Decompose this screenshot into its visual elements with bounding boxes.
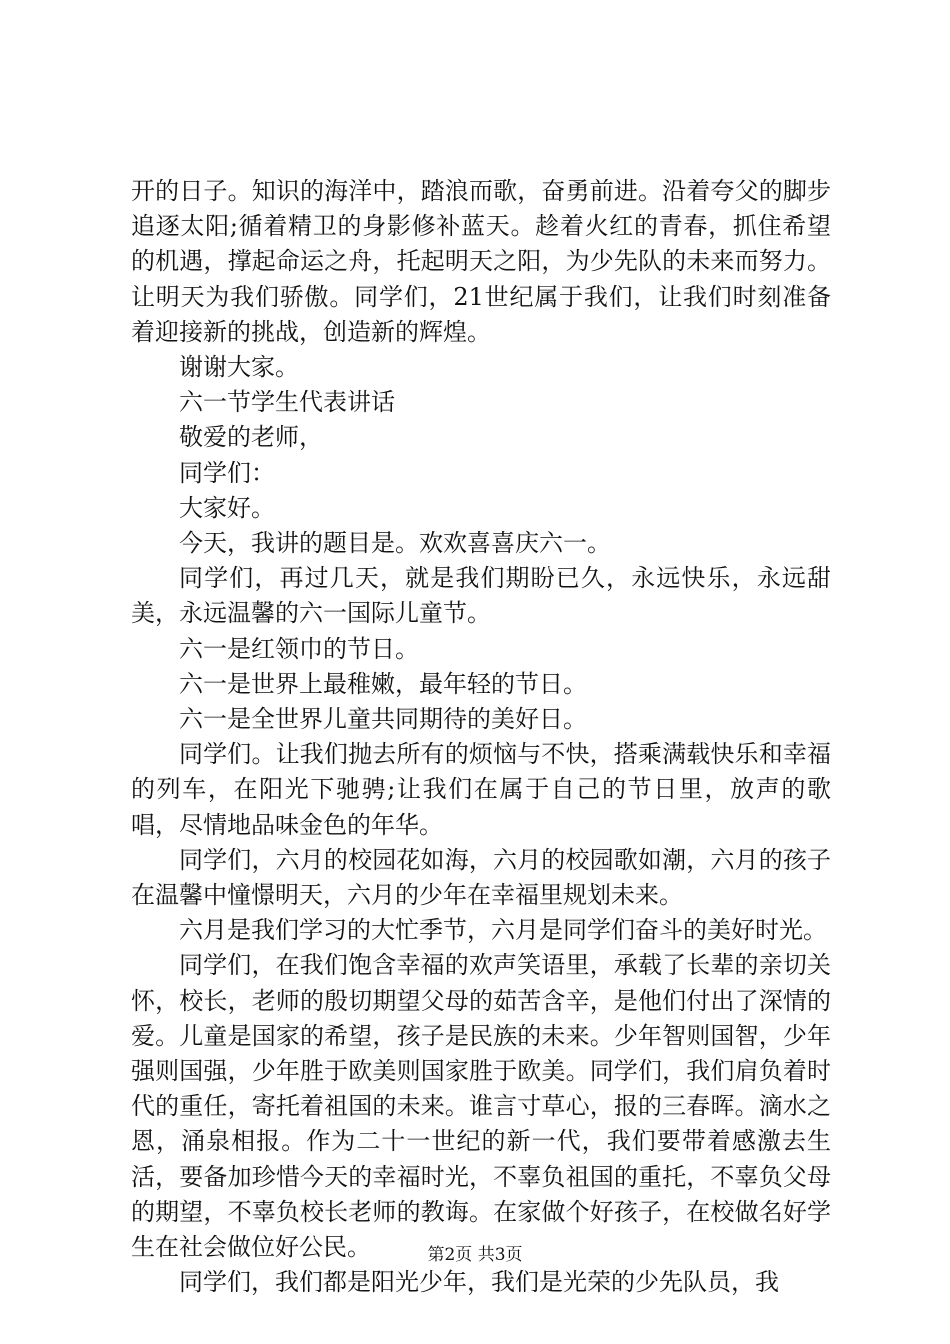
paragraph: 六月是我们学习的大忙季节，六月是同学们奋斗的美好时光。 bbox=[179, 916, 827, 945]
salutation: 敬爱的老师， bbox=[179, 423, 323, 452]
paragraph: 六一是红领巾的节日。 bbox=[179, 634, 419, 663]
paragraph: 开的日子。知识的海洋中，踏浪而歌，奋勇前进。沿着夸父的脚步追逐太阳;循着精卫的身影修补蓝天。趁着火红的青春，抓住希望的机遇，撑起命运之舟，托起明天之阳，为少先队的未来而努力。让明天为我们骄傲。同学们，21世纪属于我们，让我们时刻准备着迎接新的挑战，创造新的辉煌。 bbox=[131, 177, 831, 346]
document-body bbox=[131, 174, 831, 1301]
greeting: 大家好。 bbox=[179, 493, 275, 522]
paragraph: 谢谢大家。 bbox=[179, 353, 299, 382]
paragraph: 今天，我讲的题目是。欢欢喜喜庆六一。 bbox=[179, 529, 611, 558]
page-number-footer: 第2页 共3页 bbox=[427, 1245, 523, 1265]
paragraph: 同学们，在我们饱含幸福的欢声笑语里，承载了长辈的亲切关怀，校长，老师的殷切期望父母的茹苦含辛，是他们付出了深情的爱。儿童是国家的希望，孩子是民族的未来。少年智则国智，少年强则国强，少年胜于欧美则国家胜于欧美。同学们，我们肩负着时代的重任，寄托着祖国的未来。谁言寸草心，报的三春晖。滴水之恩，涌泉相报。作为二十一世纪的新一代，我们要带着感激去生活，要备加珍惜今天的幸福时光，不辜负祖国的重托，不辜负父母的期望，不辜负校长老师的教诲。在家做个好孩子，在校做名好学生在社会做位好公民。 bbox=[131, 951, 831, 1262]
salutation: 同学们： bbox=[179, 458, 275, 487]
paragraph: 同学们，再过几天，就是我们期盼已久，永远快乐，永远甜美，永远温馨的六一国际儿童节。 bbox=[131, 564, 831, 628]
paragraph: 同学们。让我们抛去所有的烦恼与不快，搭乘满载快乐和幸福的列车，在阳光下驰骋;让我们在属于自己的节日里，放声的歌唱，尽情地品味金色的年华。 bbox=[131, 740, 831, 839]
paragraph: 同学们，六月的校园花如海，六月的校园歌如潮，六月的孩子在温馨中憧憬明天，六月的少年在幸福里规划未来。 bbox=[131, 845, 831, 910]
paragraph: 同学们，我们都是阳光少年，我们是光荣的少先队员，我 bbox=[179, 1268, 779, 1297]
paragraph: 六一是全世界儿童共同期待的美好日。 bbox=[179, 705, 587, 734]
section-title: 六一节学生代表讲话 bbox=[179, 388, 395, 417]
paragraph: 六一是世界上最稚嫩，最年轻的节日。 bbox=[179, 669, 587, 698]
